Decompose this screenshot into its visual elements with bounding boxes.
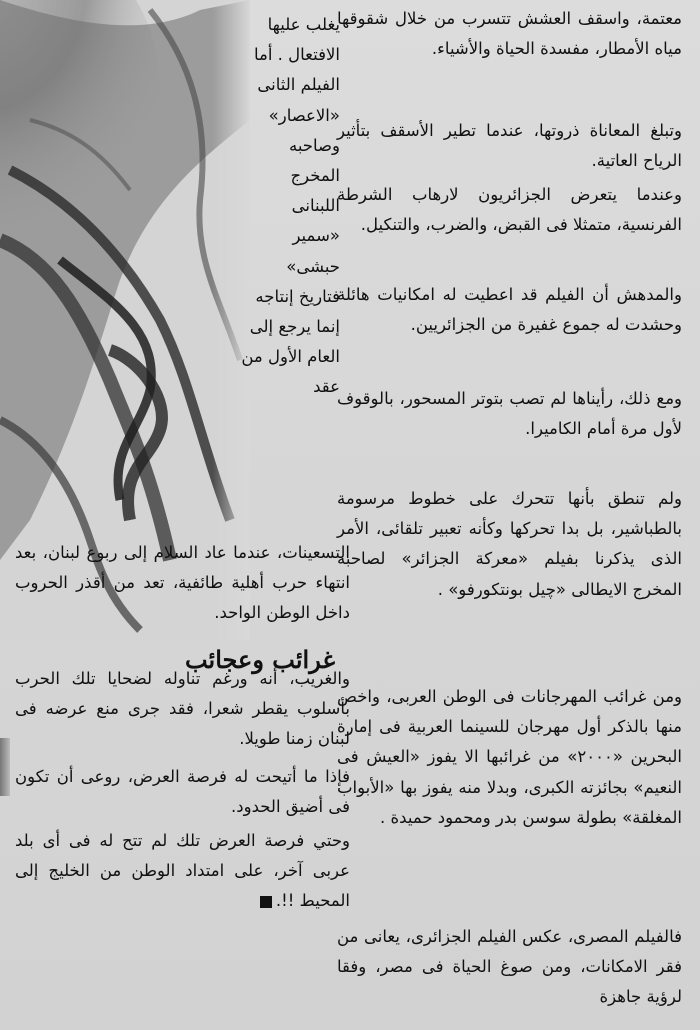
left-paragraph-4 — [15, 826, 350, 917]
left-column-narrow-text: يغلب عليها الافتعال . أما الفيلم الثانى «الاعصار» وصاحبه المخرج اللبنانى «سمير حبشى» فتاريخ إنتاجه إنما يرجع إلى العام الأول من عقد — [241, 15, 340, 397]
page-edge-strip — [0, 738, 10, 796]
paragraph-6: ولم تنطق بأنها تتحرك على خطوط مرسومة بالطباشير، بل بدا تحركها وكأنه تعبير تلقائى، الأمر الذى يذكرنا بفيلم «معركة الجزائر» لصاحبه المخرج الايطالى «چيل بونتكورفو» . — [337, 489, 682, 599]
paragraph-4: والمدهش أن الفيلم قد اعطيت له امكانيات هائلة وحشدت له جموع غفيرة من الجزائريين. — [337, 285, 682, 335]
paragraph-1: معتمة، واسقف العشش تتسرب من خلال شقوقها مياه الأمطار، مفسدة الحياة والأشياء. — [337, 9, 682, 59]
end-of-article-square-icon — [260, 896, 272, 908]
paragraph-3: وعندما يتعرض الجزائريون لارهاب الشرطة الفرنسية، متمثلا فى القبض، والضرب، والتنكيل. — [337, 185, 682, 235]
left-paragraph-4-text: وحتي فرصة العرض تلك لم تتح له فى أى بلد عربى آخر، على امتداد الوطن من الخليج إلى المحيط !!. — [15, 831, 350, 911]
left-paragraph-1: التسعينات، عندما عاد السلام إلى ربوع لبنان، بعد انتهاء حرب أهلية طائفية، تعد من أقذر الحروب داخل الوطن الواحد. — [15, 543, 350, 623]
left-paragraph-2: والغريب، أنه ورغم تناوله لضحايا تلك الحرب بأسلوب يقطر شعرا، فقد جرى منع عرضه فى لبنان زمنا طويلا. — [15, 669, 350, 749]
paragraph-7: ومن غرائب المهرجانات فى الوطن العربى، واخص منها بالذكر أول مهرجان للسينما العربية فى إمارة البحرين «٢٠٠٠» من غرائبها الا يفوز «العيش فى النعيم» بجائزته الكبرى، وبدلا منه يفوز بها «الأبواب المغلقة» بطولة سوسن بدر ومحمود حميدة . — [337, 687, 683, 827]
paragraph-5: ومع ذلك، رأيناها لم تصب بتوتر المسحور، بالوقوف لأول مرة أمام الكاميرا. — [337, 389, 682, 439]
paragraph-2: وتبلغ المعاناة ذروتها، عندما تطير الأسقف بتأثير الرياح العاتية. — [337, 121, 682, 171]
paragraph-8: فالفيلم المصرى، عكس الفيلم الجزائرى، يعانى من فقر الامكانات، ومن صوغ الحياة فى مصر، وفقا لرؤية جاهزة — [337, 927, 682, 1007]
left-paragraph-3: فإذا ما أتيحت له فرصة العرض، روعى أن تكون فى أضيق الحدود. — [15, 767, 350, 817]
section-heading: غرائب وعجائب — [184, 645, 335, 674]
